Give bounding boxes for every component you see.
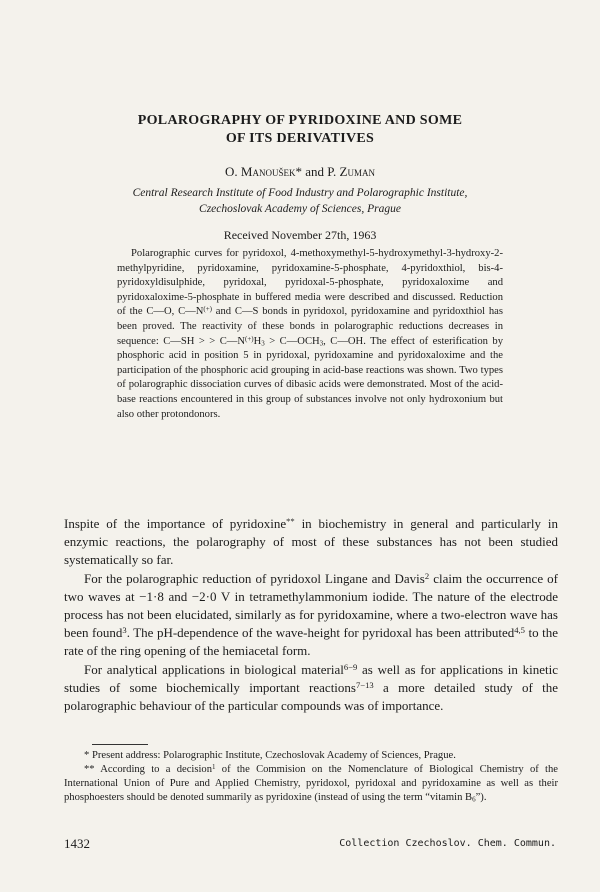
author-name: P. Zuman	[327, 164, 375, 179]
author-line	[0, 164, 600, 180]
affiliation-line-1: Central Research Institute of Food Industry and Polarographic Institute,	[132, 187, 468, 199]
affiliation-line-2: Czechoslovak Academy of Sciences, Prague	[199, 203, 401, 215]
page-number: 1432	[64, 836, 90, 851]
author-name: O. Manoušek	[225, 164, 296, 179]
abstract	[117, 247, 503, 422]
footnotes	[64, 749, 558, 805]
article-title-line-2: OF ITS DERIVATIVES	[225, 131, 375, 146]
author-conjunction: and	[301, 164, 328, 179]
body-paragraph: Inspite of the importance of pyridoxine** in biochemistry in general and particularly in enzymic reactions, the polarography of most of these substances has not been studied systematically so far.	[64, 516, 558, 568]
article-title-line-1: POLAROGRAPHY OF PYRIDOXINE AND SOME	[137, 113, 463, 128]
footnote: * Present address: Polarographic Institute, Czechoslovak Academy of Sciences, Prague.	[84, 750, 456, 761]
journal-name: Collection Czechoslov. Chem. Commun.	[339, 838, 556, 849]
footnote-divider	[92, 744, 148, 745]
abstract-paragraph: Polarographic curves for pyridoxol, 4-methoxymethyl-5-hydroxymethyl-3-hydroxy-2-methylpyridine, pyridoxamine, pyridoxamine-5-phosphate, 4-pyridoxthiol, bis-4-pyridoxyldisulphide, pyridoxal, pyridoxal-5-phosphate, pyridoxaloxime and pyridoxaloxime-5-phosphate in buffered media were described and discussed. Reduction of the C—O, C—N(+) and C—S bonds in pyridoxol, pyridoxamine and pyridoxthiol has been proved. The reactivity of these bonds in polarographic reductions decreases in sequence: C—SH > > $C—N^{(+)}H_3$ > $C—OCH_3$, C—OH. The effect of esterification by phosphoric acid in position 5 in pyridoxal, pyridoxamine and pyridoxaloxime and the participation of the phosphoric acid grouping in acid-base reactions was shown. Two types of polarographic dissociation curves of dibasic acids were demonstrated. Most of the acid-base reactions encountered in this group of substances involve not only hydroxonium but also other protondonors.	[117, 248, 504, 420]
body-paragraph: For the polarographic reduction of pyridoxol Lingane and Davis$^2$ claim the occurrence of two waves at −1·8 and −2·0 V in tetramethylammonium iodide. The nature of the electrode process has not been elucidated, similarly as for pyridoxamine, where a two-electron wave has been found$^3$. The pH-dependence of the wave-height for pyridoxal has been attributed$^{4,5}$ to the rate of the ring opening of the hemiacetal form.	[64, 570, 559, 659]
footnote: ** According to a decision$^1$ of the Commision on the Nomenclature of Biological Chemistry of the International Union of Pure and Applied Chemistry, pyridoxol, pyridoxal and pyridoxamine as well as their phosphoesters should be denoted summarily as pyridoxine (instead of using the term “vitamin $B_6$”).	[64, 762, 559, 804]
received-date: Received November 27th, 1963	[223, 228, 377, 242]
body-paragraph: For analytical applications in biological material$^{6-9}$ as well as for applications in kinetic studies of some biochemically important reactions$^{7-13}$ a more detailed study of the polarographic behaviour of the particular compounds was of importance.	[64, 661, 558, 714]
main-text	[64, 515, 558, 715]
footnote-marker: *	[295, 164, 302, 179]
